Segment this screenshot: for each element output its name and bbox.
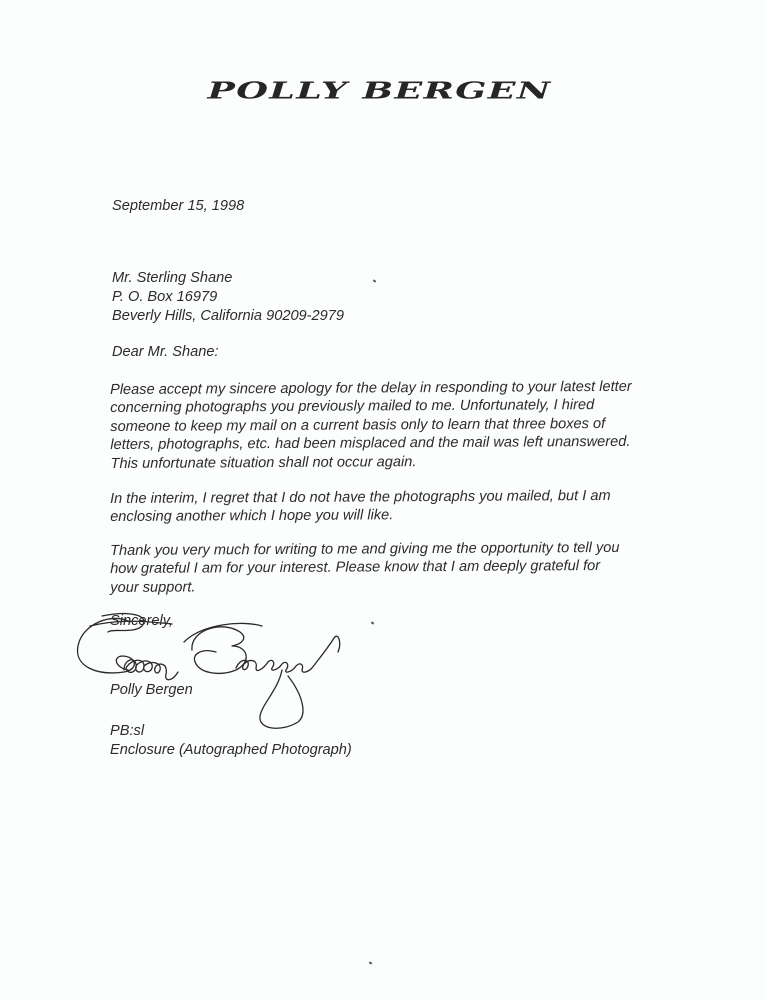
scan-speck (371, 621, 375, 624)
paragraph-line: Please accept my sincere apology for the delay in responding to your latest letter (110, 378, 632, 398)
letterhead-name: POLLY BERGEN (207, 78, 552, 105)
body-paragraph-1 (110, 378, 671, 473)
letter-date: September 15, 1998 (112, 198, 245, 214)
scan-speck (369, 961, 373, 964)
paragraph-line: concerning photographs you previously mailed to me. Unfortunately, I hired (110, 397, 595, 417)
body-paragraph-2 (110, 487, 670, 527)
typist-initials: PB:sl (110, 723, 145, 739)
signer-name: Polly Bergen (110, 682, 193, 698)
recipient-address-line2: Beverly Hills, California 90209-2979 (112, 308, 344, 324)
paragraph-line: This unfortunate situation shall not occur again. (110, 453, 417, 472)
enclosure-note: Enclosure (Autographed Photograph) (110, 742, 352, 758)
paragraph-line: someone to keep my mail on a current basis only to learn that three boxes of (110, 415, 606, 435)
paragraph-line: In the interim, I regret that I do not have the photographs you mailed, but I am (110, 487, 611, 507)
closing: Sincerely, (110, 613, 173, 629)
paragraph-line: letters, photographs, etc. had been misplaced and the mail was left unanswered. (110, 434, 631, 454)
paragraph-line: how grateful I am for your interest. Please know that I am deeply grateful for (110, 558, 601, 578)
recipient-name: Mr. Sterling Shane (112, 270, 233, 286)
recipient-address-line1: P. O. Box 16979 (112, 289, 218, 305)
salutation: Dear Mr. Shane: (112, 344, 219, 360)
scan-speck (373, 279, 377, 282)
paragraph-line: enclosing another which I hope you will like. (110, 507, 394, 526)
handwritten-signature (72, 612, 362, 737)
paragraph-line: Thank you very much for writing to me and giving me the opportunity to tell you (110, 539, 620, 559)
body-paragraph-3 (110, 539, 670, 598)
paragraph-line: your support. (110, 579, 196, 596)
